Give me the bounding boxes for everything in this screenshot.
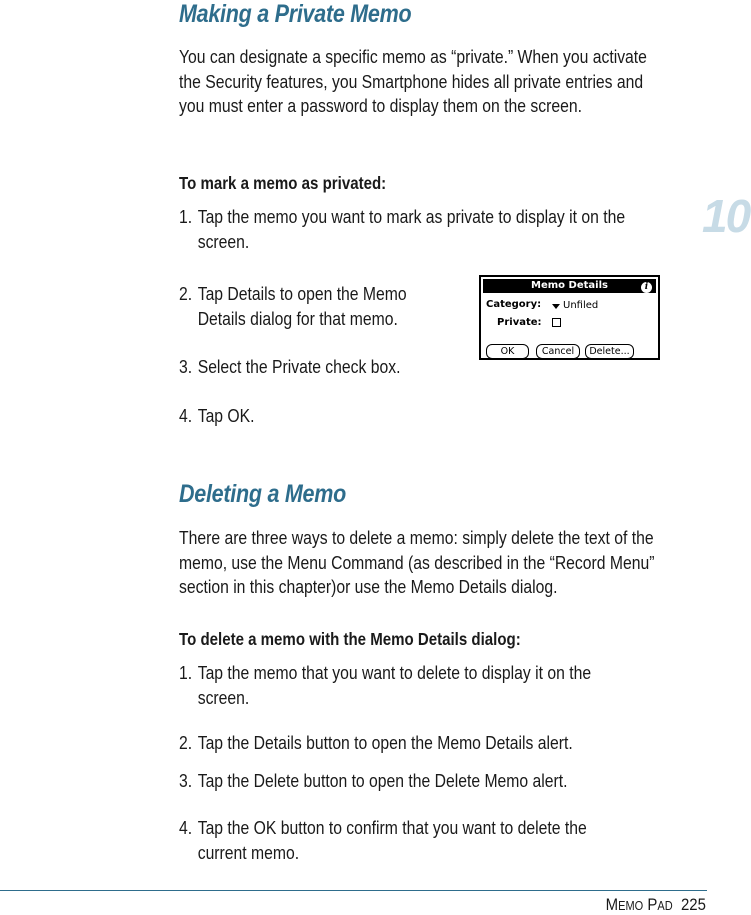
delete-button[interactable]: Delete... [585, 344, 634, 359]
page-footer [606, 895, 706, 915]
cancel-button[interactable]: Cancel [536, 344, 580, 359]
step-2-mark-private [179, 282, 407, 331]
step-4-delete [179, 816, 587, 865]
info-icon[interactable]: i [641, 282, 652, 293]
footer-section-rest: AD [657, 899, 673, 913]
section-title-private-memo: Making a Private Memo [179, 0, 412, 28]
footer-section-rest: EMO [618, 899, 644, 913]
dialog-title: Memo Details [531, 280, 608, 291]
step-text-line: Tap the Delete button to open the Delete Memo alert. [197, 770, 568, 791]
section-title-deleting-memo: Deleting a Memo [179, 480, 346, 508]
subhead-delete-with-details: To delete a memo with the Memo Details dialog: [179, 629, 521, 649]
private-checkbox[interactable] [552, 318, 561, 327]
step-number: 2. [179, 732, 193, 753]
footer-rule [0, 890, 707, 891]
step-number: 3. [179, 356, 193, 377]
step-text-line: Tap the memo you want to mark as private to display it on the [197, 206, 626, 227]
chapter-number: 10 [702, 190, 750, 242]
step-2-delete [179, 731, 573, 756]
step-number: 4. [179, 817, 193, 838]
step-text-line: screen. [197, 686, 250, 708]
step-text-line: Tap OK. [197, 405, 255, 426]
step-text-line: Tap Details to open the Memo [197, 283, 407, 304]
section-intro-deleting-memo: There are three ways to delete a memo: simply delete the text of the memo, use the Menu Command (as described in the “Record Menu” section in this chapter)or use the Memo Details dialog. [179, 527, 655, 597]
ok-button[interactable]: OK [486, 344, 529, 359]
step-number: 4. [179, 405, 193, 426]
step-text-line: current memo. [197, 841, 300, 863]
private-label: Private: [497, 317, 542, 328]
section-intro-private-memo: You can designate a specific memo as “private.” When you activate the Security features, you Smartphone hides all private entries and you must enter a password to display them on the screen. [179, 46, 647, 116]
step-text-line: Tap the OK button to confirm that you want to delete the [197, 817, 587, 838]
step-3-delete [179, 769, 567, 794]
step-number: 3. [179, 770, 193, 791]
category-select-value[interactable]: Unfiled [563, 300, 599, 311]
subhead-mark-private: To mark a memo as privated: [179, 173, 387, 193]
step-text-line: Details dialog for that memo. [197, 307, 398, 329]
step-4-mark-private [179, 404, 255, 429]
step-1-mark-private [179, 205, 625, 254]
step-1-delete [179, 661, 591, 710]
step-text-line: screen. [197, 230, 250, 252]
category-label: Category: [486, 299, 542, 310]
step-3-mark-private [179, 355, 400, 380]
dropdown-arrow-icon[interactable] [552, 304, 560, 309]
step-number: 2. [179, 283, 193, 304]
step-text-line: Select the Private check box. [197, 356, 401, 377]
dialog-title-bar [483, 279, 656, 293]
step-text-line: Tap the memo that you want to delete to display it on the [197, 662, 592, 683]
step-number: 1. [179, 662, 193, 683]
step-text-line: Tap the Details button to open the Memo Details alert. [197, 732, 573, 753]
footer-section-initial: P [647, 895, 658, 914]
step-number: 1. [179, 206, 193, 227]
page-number: 225 [681, 895, 706, 914]
memo-details-dialog [479, 275, 660, 360]
footer-section-initial: M [605, 895, 619, 914]
